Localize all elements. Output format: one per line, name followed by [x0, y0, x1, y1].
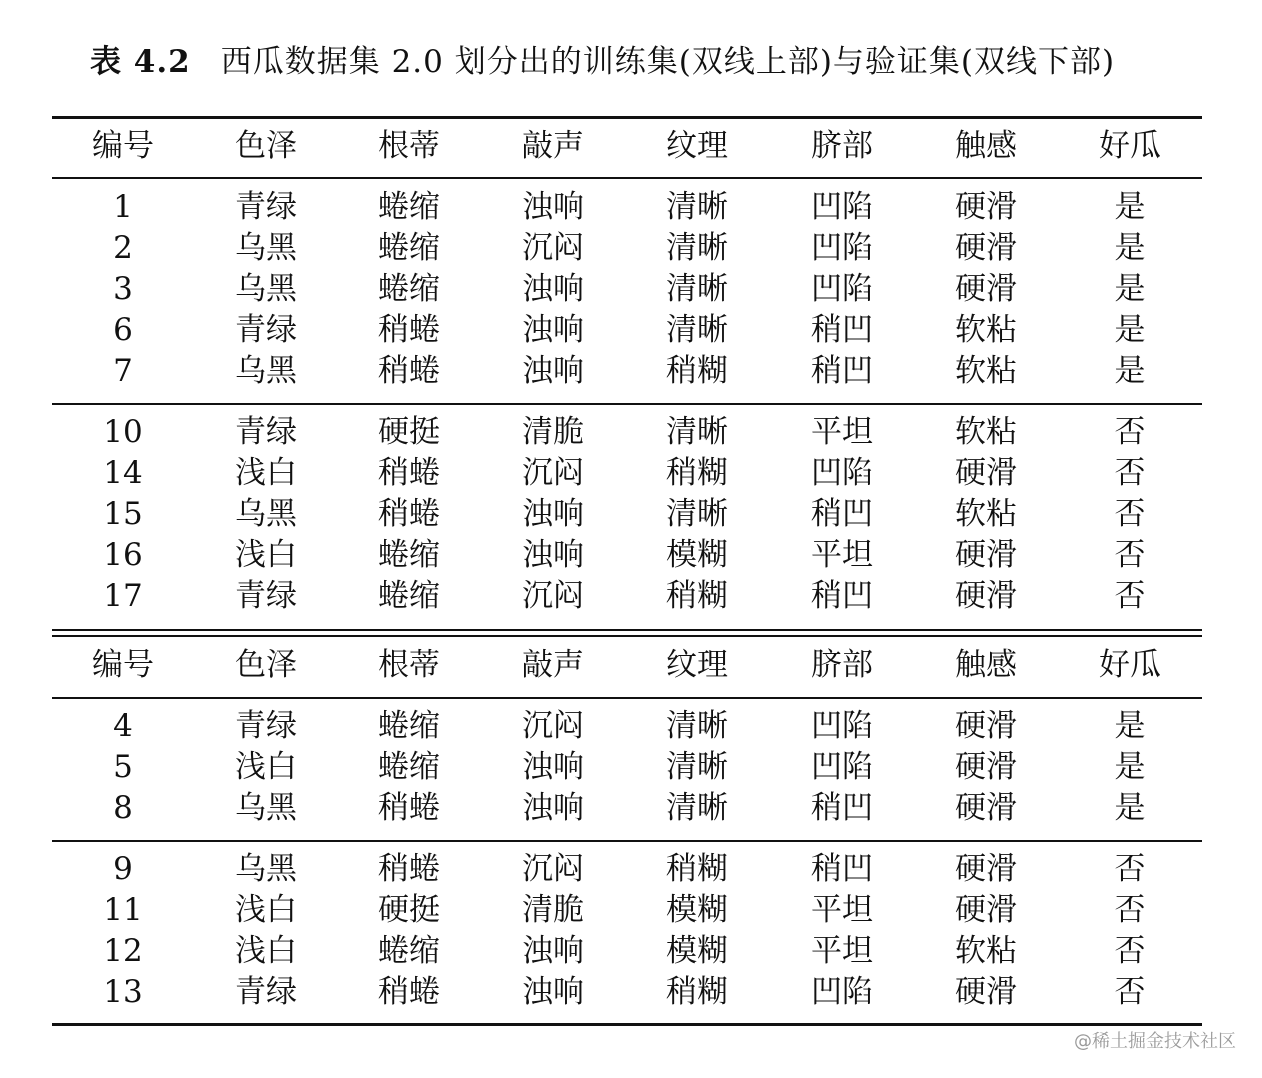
table-row [52, 494, 1202, 535]
table-row [52, 453, 1202, 494]
table-cell: 软粘 [955, 496, 1017, 532]
table-cell: 浊响 [522, 537, 584, 573]
column-header: 脐部 [811, 128, 873, 164]
table-cell: 青绿 [235, 578, 297, 614]
column-header: 编号 [92, 647, 154, 683]
table-cell: 稍糊 [666, 455, 728, 491]
table-cell: 模糊 [666, 537, 728, 573]
validation-header-row [52, 645, 1202, 686]
table-cell: 硬滑 [955, 851, 1017, 887]
table-cell: 4 [113, 708, 133, 744]
table-cell: 蜷缩 [378, 933, 440, 969]
table-cell: 浅白 [235, 749, 297, 785]
table-cell: 是 [1114, 790, 1146, 826]
column-header: 色泽 [235, 128, 297, 164]
table-cell: 青绿 [235, 312, 297, 348]
table-cell: 平坦 [811, 537, 873, 573]
table-cell: 乌黑 [235, 230, 297, 266]
table-row [52, 747, 1202, 788]
table-cell: 硬滑 [955, 749, 1017, 785]
column-header: 色泽 [235, 647, 297, 683]
table-cell: 14 [103, 455, 143, 491]
table-cell: 硬滑 [955, 790, 1017, 826]
table-row [52, 890, 1202, 931]
header-rule [52, 697, 1202, 699]
table-cell: 否 [1114, 496, 1146, 532]
table-cell: 浅白 [235, 455, 297, 491]
table-cell: 浅白 [235, 933, 297, 969]
table-cell: 17 [103, 578, 143, 614]
table-cell: 浊响 [522, 790, 584, 826]
table-cell: 凹陷 [811, 708, 873, 744]
table-cell: 清晰 [666, 271, 728, 307]
table-cell: 稍凹 [811, 578, 873, 614]
training-header-row [52, 126, 1202, 167]
table-cell: 2 [113, 230, 133, 266]
table-cell: 是 [1114, 230, 1146, 266]
table-cell: 软粘 [955, 933, 1017, 969]
table-cell: 否 [1114, 851, 1146, 887]
table-cell: 11 [103, 892, 143, 928]
table-cell: 否 [1114, 455, 1146, 491]
table-cell: 硬滑 [955, 455, 1017, 491]
table-cell: 凹陷 [811, 974, 873, 1010]
table-title: 西瓜数据集 2.0 划分出的训练集(双线上部)与验证集(双线下部) [220, 44, 1116, 80]
table-cell: 硬挺 [378, 892, 440, 928]
double-rule-upper [52, 629, 1202, 631]
table-cell: 12 [103, 933, 143, 969]
table-row [52, 412, 1202, 453]
table-cell: 凹陷 [811, 189, 873, 225]
table-cell: 蜷缩 [378, 230, 440, 266]
table-cell: 蜷缩 [378, 271, 440, 307]
table-cell: 浊响 [522, 749, 584, 785]
table-cell: 软粘 [955, 353, 1017, 389]
table-cell: 硬滑 [955, 708, 1017, 744]
table-cell: 乌黑 [235, 496, 297, 532]
table-cell: 否 [1114, 578, 1146, 614]
table-cell: 15 [103, 496, 143, 532]
table-cell: 硬滑 [955, 271, 1017, 307]
table-cell: 乌黑 [235, 271, 297, 307]
table-cell: 稍蜷 [378, 353, 440, 389]
table-row [52, 931, 1202, 972]
table-cell: 清晰 [666, 312, 728, 348]
table-cell: 3 [113, 271, 133, 307]
table-cell: 清脆 [522, 414, 584, 450]
table-cell: 清脆 [522, 892, 584, 928]
table-cell: 清晰 [666, 230, 728, 266]
table-cell: 凹陷 [811, 271, 873, 307]
table-cell: 浊响 [522, 496, 584, 532]
table-cell: 1 [113, 189, 133, 225]
table-cell: 沉闷 [522, 230, 584, 266]
header-rule [52, 177, 1202, 179]
table-cell: 8 [113, 790, 133, 826]
table-cell: 浊响 [522, 271, 584, 307]
table-cell: 是 [1114, 189, 1146, 225]
table-cell: 蜷缩 [378, 537, 440, 573]
table-cell: 稍蜷 [378, 851, 440, 887]
table-cell: 清晰 [666, 749, 728, 785]
column-header: 好瓜 [1099, 647, 1161, 683]
table-row [52, 576, 1202, 617]
bottom-rule [52, 1023, 1202, 1026]
table-row [52, 972, 1202, 1013]
table-cell: 浊响 [522, 189, 584, 225]
table-cell: 9 [113, 851, 133, 887]
table-cell: 蜷缩 [378, 189, 440, 225]
table-cell: 沉闷 [522, 578, 584, 614]
table-cell: 青绿 [235, 974, 297, 1010]
table-row [52, 849, 1202, 890]
table-cell: 青绿 [235, 708, 297, 744]
table-cell: 硬滑 [955, 230, 1017, 266]
table-cell: 7 [113, 353, 133, 389]
table-cell: 13 [103, 974, 143, 1010]
column-header: 好瓜 [1099, 128, 1161, 164]
table-cell: 乌黑 [235, 790, 297, 826]
table-cell: 浊响 [522, 312, 584, 348]
table-cell: 浊响 [522, 974, 584, 1010]
table-cell: 16 [103, 537, 143, 573]
column-header: 编号 [92, 128, 154, 164]
table-cell: 清晰 [666, 414, 728, 450]
table-cell: 稍凹 [811, 353, 873, 389]
table-cell: 稍凹 [811, 851, 873, 887]
table-cell: 是 [1114, 271, 1146, 307]
table-cell: 沉闷 [522, 708, 584, 744]
table-cell: 稍蜷 [378, 790, 440, 826]
column-header: 触感 [955, 128, 1017, 164]
table-cell: 是 [1114, 749, 1146, 785]
table-row [52, 187, 1202, 228]
table-row [52, 706, 1202, 747]
table-cell: 稍凹 [811, 790, 873, 826]
table-cell: 模糊 [666, 892, 728, 928]
table-row [52, 788, 1202, 829]
table-cell: 硬滑 [955, 578, 1017, 614]
table-cell: 清晰 [666, 496, 728, 532]
table-cell: 否 [1114, 933, 1146, 969]
table-cell: 否 [1114, 414, 1146, 450]
table-cell: 蜷缩 [378, 749, 440, 785]
table-row [52, 351, 1202, 392]
class-divider-rule [52, 840, 1202, 842]
table-cell: 稍蜷 [378, 974, 440, 1010]
table-caption [90, 36, 1115, 81]
table-number: 表 4.2 [90, 44, 191, 80]
table-cell: 否 [1114, 537, 1146, 573]
table-cell: 平坦 [811, 414, 873, 450]
table-cell: 硬挺 [378, 414, 440, 450]
column-header: 纹理 [666, 128, 728, 164]
table-cell: 凹陷 [811, 749, 873, 785]
table-cell: 否 [1114, 974, 1146, 1010]
table-cell: 蜷缩 [378, 578, 440, 614]
table-cell: 浊响 [522, 353, 584, 389]
table-cell: 凹陷 [811, 455, 873, 491]
top-rule [52, 116, 1202, 119]
column-header: 脐部 [811, 647, 873, 683]
table-cell: 是 [1114, 708, 1146, 744]
column-header: 纹理 [666, 647, 728, 683]
table-cell: 清晰 [666, 708, 728, 744]
table-cell: 6 [113, 312, 133, 348]
table-cell: 稍糊 [666, 578, 728, 614]
table-row [52, 269, 1202, 310]
table-cell: 平坦 [811, 892, 873, 928]
table-cell: 软粘 [955, 414, 1017, 450]
table-cell: 乌黑 [235, 353, 297, 389]
table-cell: 沉闷 [522, 455, 584, 491]
table-cell: 稍糊 [666, 353, 728, 389]
table-cell: 浅白 [235, 892, 297, 928]
watermark: @稀土掘金技术社区 [1074, 1031, 1236, 1052]
table-cell: 青绿 [235, 189, 297, 225]
table-cell: 乌黑 [235, 851, 297, 887]
class-divider-rule [52, 403, 1202, 405]
table-cell: 稍蜷 [378, 455, 440, 491]
table-cell: 硬滑 [955, 974, 1017, 1010]
table-cell: 清晰 [666, 189, 728, 225]
table-cell: 稍蜷 [378, 496, 440, 532]
table-cell: 5 [113, 749, 133, 785]
table-cell: 模糊 [666, 933, 728, 969]
table-cell: 硬滑 [955, 189, 1017, 225]
table-cell: 稍凹 [811, 312, 873, 348]
table-row [52, 535, 1202, 576]
table-row [52, 310, 1202, 351]
table-cell: 浅白 [235, 537, 297, 573]
column-header: 触感 [955, 647, 1017, 683]
table-cell: 是 [1114, 312, 1146, 348]
column-header: 敲声 [522, 128, 584, 164]
table-cell: 凹陷 [811, 230, 873, 266]
table-cell: 稍糊 [666, 974, 728, 1010]
table-cell: 浊响 [522, 933, 584, 969]
table-cell: 软粘 [955, 312, 1017, 348]
table-cell: 稍蜷 [378, 312, 440, 348]
table-cell: 硬滑 [955, 892, 1017, 928]
column-header: 根蒂 [378, 128, 440, 164]
table-cell: 沉闷 [522, 851, 584, 887]
column-header: 根蒂 [378, 647, 440, 683]
table-cell: 稍糊 [666, 851, 728, 887]
table-cell: 是 [1114, 353, 1146, 389]
table-cell: 蜷缩 [378, 708, 440, 744]
table-cell: 否 [1114, 892, 1146, 928]
table-cell: 稍凹 [811, 496, 873, 532]
table-cell: 清晰 [666, 790, 728, 826]
double-rule-lower [52, 635, 1202, 637]
table-row [52, 228, 1202, 269]
table-cell: 10 [103, 414, 143, 450]
table-cell: 青绿 [235, 414, 297, 450]
table-cell: 硬滑 [955, 537, 1017, 573]
column-header: 敲声 [522, 647, 584, 683]
table-cell: 平坦 [811, 933, 873, 969]
